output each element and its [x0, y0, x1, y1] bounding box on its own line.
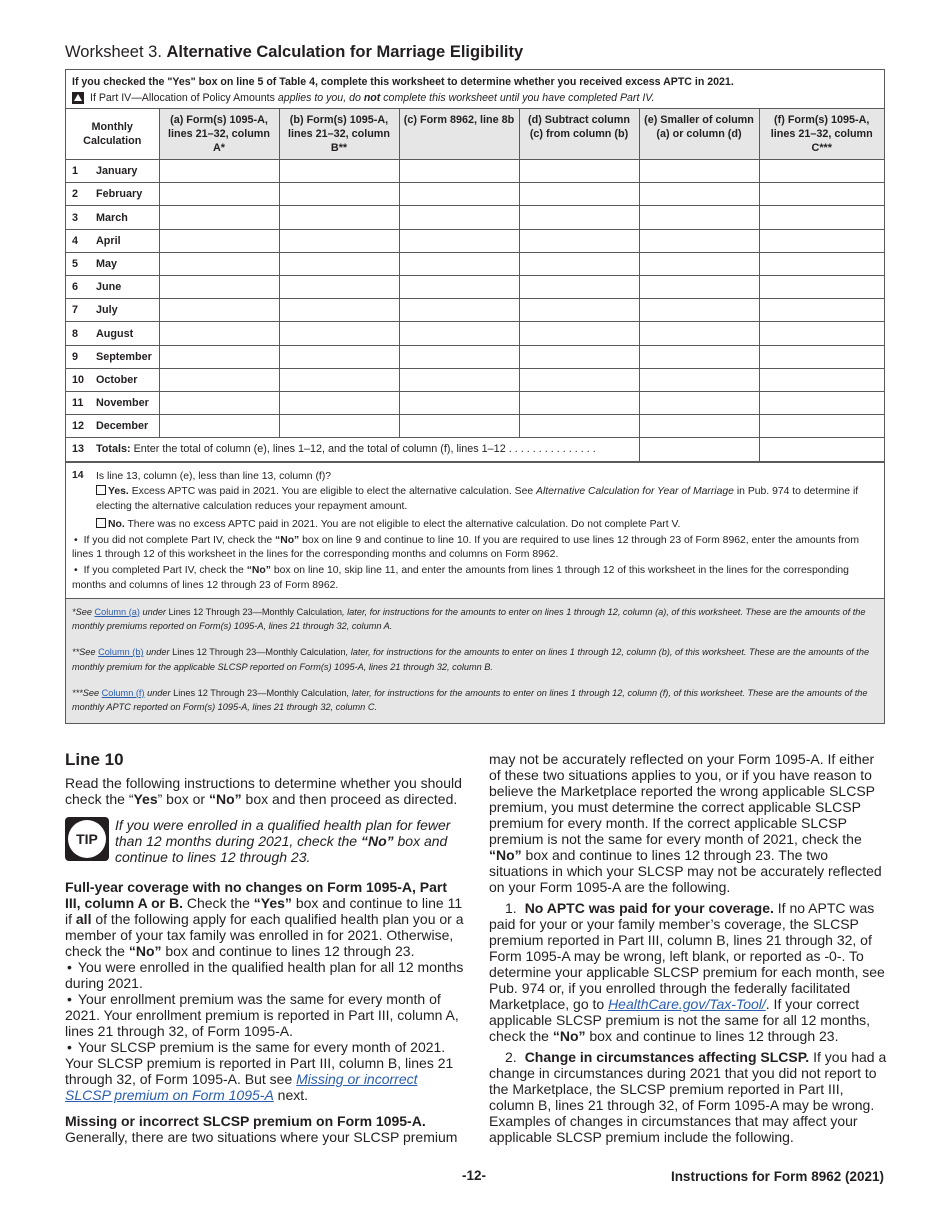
footnote-rest: , later, for instructions for the amounts to enter on lines 1 through 12, column (a), of this worksheet. These are the amounts of the monthly premiums reported on Form(s) 1095-A, lines 21 through 32, column A.: [72, 606, 866, 632]
intro-rest: complete this worksheet until you have completed Part IV.: [380, 92, 655, 104]
cell-a[interactable]: [159, 415, 279, 438]
row-number: 5: [72, 257, 79, 270]
table-row: [66, 206, 884, 229]
cell-d[interactable]: [519, 322, 639, 345]
table-row: [66, 299, 884, 322]
col-header-d: (d) Subtract column (c) from column (b): [519, 109, 639, 160]
situation-2: [489, 1049, 889, 1145]
cell-f[interactable]: [759, 276, 884, 299]
totals-row: [66, 438, 884, 461]
tip-no: “No”: [360, 833, 394, 849]
no-text: There was no excess APTC paid in 2021. You are not eligible to elect the alternative calculation. Do not complete Part V.: [124, 518, 681, 530]
table-row: [66, 229, 884, 252]
cell-f[interactable]: [759, 160, 884, 183]
cell-e[interactable]: [639, 206, 759, 229]
bullet-enrollment-premium: • Your enrollment premium was the same for every month of 2021. Your enrollment premium is reported in Part III, column A, lines 21 through 32, of Form 1095-A.: [65, 991, 465, 1039]
situation-1-number: 1.: [505, 900, 517, 916]
cell-e[interactable]: [639, 160, 759, 183]
table-row: [66, 345, 884, 368]
cell-e[interactable]: [639, 322, 759, 345]
footnote-prefix: **See: [72, 647, 99, 658]
cell-c[interactable]: [399, 229, 519, 252]
line-14-section: [66, 462, 884, 598]
row-label: [66, 322, 159, 345]
cell-f[interactable]: [759, 229, 884, 252]
cell-d[interactable]: [519, 206, 639, 229]
cell-c[interactable]: [399, 322, 519, 345]
total-f-cell[interactable]: [759, 438, 884, 461]
bullet3-end: next.: [273, 1087, 309, 1103]
row-month: November: [96, 397, 149, 410]
bullet1-rest: box on line 9 and continue to line 10. If you are required to use lines 12 through 23 of Form 8962, enter the amounts from lines 1 through 12 of this worksheet in the lines for the corresponding months and columns on Form 8962.: [72, 534, 859, 561]
cell-a[interactable]: [159, 391, 279, 414]
footnote-f: [72, 686, 870, 715]
page-number: -12-: [462, 1168, 487, 1183]
no-option: [96, 518, 864, 533]
bullet2-rest: box on line 10, skip line 11, and enter the amounts from lines 1 through 12 of this worksheet in the lines for the corresponding months and columns of lines 12 through 23 of Form 8962.: [72, 565, 849, 591]
footnote-section: Lines 12 Through 23—Monthly Calculation: [168, 606, 343, 617]
row-number: 11: [72, 397, 84, 410]
cell-d[interactable]: [519, 252, 639, 275]
cell-c[interactable]: [399, 299, 519, 322]
no-label: No.: [108, 518, 125, 530]
cell-f[interactable]: [759, 183, 884, 206]
cell-f[interactable]: [759, 299, 884, 322]
col-header-monthly: Monthly Calculation: [66, 109, 159, 160]
row-month: June: [96, 281, 122, 294]
continued-text-2: box and continue to lines 12 through 23. The two situations in which your SLCSP may not be accurately reflected on your Form 1095-A are the following.: [489, 847, 882, 895]
cell-b[interactable]: [279, 415, 399, 438]
cell-a[interactable]: [159, 252, 279, 275]
row-month: March: [96, 211, 128, 224]
cell-f[interactable]: [759, 206, 884, 229]
row-month: February: [96, 188, 143, 201]
cell-b[interactable]: [279, 391, 399, 414]
row-label: [66, 276, 159, 299]
full-year-yes: “Yes”: [253, 895, 292, 911]
cell-e[interactable]: [639, 252, 759, 275]
cell-b[interactable]: [279, 322, 399, 345]
no-bullet-2: [72, 564, 864, 594]
row-label: [66, 368, 159, 391]
line-10-intro: [65, 775, 465, 807]
line-14-question: Is line 13, column (e), less than line 13, column (f)?: [96, 470, 332, 482]
worksheet-title-prefix: Worksheet 3.: [65, 43, 167, 61]
row-label: [66, 252, 159, 275]
total-e-cell[interactable]: [639, 438, 759, 461]
worksheet-title-bold: Alternative Calculation for Marriage Eligibility: [166, 43, 524, 61]
cell-c[interactable]: [399, 252, 519, 275]
column-a-link[interactable]: Column (a): [94, 606, 140, 617]
cell-d[interactable]: [519, 415, 639, 438]
row-label: [66, 299, 159, 322]
right-column: [489, 751, 889, 1145]
tip-text-b: box and continue to lines 12 through 23.: [115, 833, 448, 865]
full-year-lead: Full-year coverage with no changes on Form 1095-A, Part III, column A or B.: [65, 879, 447, 911]
cell-b[interactable]: [279, 368, 399, 391]
row-month: January: [96, 165, 138, 178]
intro-yes: Yes: [133, 791, 158, 807]
tip-text-a: If you were enrolled in a qualified health plan for fewer than 12 months during 2021, check the: [115, 817, 451, 849]
intro-text: Read the following instructions to determine whether you should check the “: [65, 775, 462, 807]
line-14-number: 14: [72, 469, 84, 481]
tip-text: [115, 817, 465, 865]
bullet1-text: If you did not complete Part IV, check the: [83, 534, 276, 546]
cell-c[interactable]: [399, 160, 519, 183]
table-header-row: [66, 109, 884, 160]
missing-slcsp-paragraph: [65, 1113, 465, 1145]
intro-not: not: [363, 92, 381, 104]
row-number: 8: [72, 327, 79, 340]
full-year-text-2: box and continue to line 11 if: [65, 895, 463, 927]
col-header-a: (a) Form(s) 1095-A, lines 21–32, column A*: [159, 109, 279, 160]
col-header-c: (c) Form 8962, line 8b: [399, 109, 519, 160]
column-b-link[interactable]: Column (b): [98, 647, 144, 658]
cell-b[interactable]: [279, 160, 399, 183]
cell-b[interactable]: [279, 299, 399, 322]
table-row: [66, 276, 884, 299]
cell-c[interactable]: [399, 206, 519, 229]
footnote-section: Lines 12 Through 23—Monthly Calculation: [173, 687, 347, 698]
row-label: [66, 160, 159, 183]
yes-text-italic: Alternative Calculation for Year of Marriage: [536, 486, 734, 498]
cell-e[interactable]: [639, 345, 759, 368]
healthcare-tax-tool-link[interactable]: HealthCare.gov/Tax-Tool/: [608, 996, 766, 1012]
cell-b[interactable]: [279, 229, 399, 252]
worksheet-footnotes: [66, 598, 884, 723]
cell-d[interactable]: [519, 229, 639, 252]
yes-text: Excess APTC was paid in 2021. You are eligible to elect the alternative calculation. See: [128, 486, 537, 498]
cell-e[interactable]: [639, 276, 759, 299]
row-month: May: [96, 257, 118, 270]
bullet3-text: Your SLCSP premium is the same for every month of 2021. Your SLCSP premium is reported in Part III, column B, lines 21 through 32, of Form 1095-A. But see: [65, 1039, 454, 1087]
row-month: October: [96, 373, 138, 386]
cell-d[interactable]: [519, 368, 639, 391]
cell-f[interactable]: [759, 415, 884, 438]
row-month: December: [96, 420, 149, 433]
footnote-rest: , later, for instructions for the amounts to enter on lines 1 through 12, column (f), of this worksheet. These are the amounts of the monthly APTC reported on Form(s) 1095-A, lines 21 through 32, column C.: [72, 687, 868, 713]
cell-a[interactable]: [159, 345, 279, 368]
cell-e[interactable]: [639, 368, 759, 391]
row-label: [66, 415, 159, 438]
situation-1-text-2: . If your correct applicable SLCSP premium is not the same for all 12 months, check the: [489, 996, 871, 1044]
row-number: 9: [72, 350, 79, 363]
cell-d[interactable]: [519, 391, 639, 414]
table-row: [66, 368, 884, 391]
table-row: [66, 252, 884, 275]
no-checkbox[interactable]: [96, 518, 106, 528]
tip-label: TIP: [68, 820, 106, 858]
footer-doc-title: Instructions for Form 8962 (2021): [670, 1169, 884, 1184]
cell-b[interactable]: [279, 206, 399, 229]
col-header-f: (f) Form(s) 1095-A, lines 21–32, column C***: [759, 109, 884, 160]
row-number: 10: [72, 373, 85, 386]
intro-text-2: ” box or: [157, 791, 209, 807]
row-month: July: [96, 304, 118, 317]
situation-1: [489, 900, 889, 1044]
situation-1-text: If no APTC was paid for your or your family member’s coverage, the SLCSP premium reported in Part III, column B, lines 21 through 32, of Form 1095-A may be wrong, left blank, or reported as -0-. To determine your applicable SLCSP premium for each month, see Pub. 974 or, if you enrolled through the federally facilitated Marketplace, go to: [489, 900, 885, 1012]
cell-f[interactable]: [759, 368, 884, 391]
full-year-text: Check the: [182, 895, 254, 911]
bullet-slcsp-premium: [65, 1039, 465, 1103]
worksheet-intro-line2: [72, 92, 879, 104]
cell-c[interactable]: [399, 391, 519, 414]
cell-b[interactable]: [279, 183, 399, 206]
cell-e[interactable]: [639, 183, 759, 206]
bullet1-no: “No”: [275, 534, 300, 546]
row-label: [66, 206, 159, 229]
totals-label: [66, 438, 639, 461]
totals-text: Enter the total of column (e), lines 1–12, and the total of column (f), lines 1–12 . . . . . . . . . . . . . . .: [130, 443, 596, 456]
cell-e[interactable]: [639, 415, 759, 438]
missing-slcsp-text: Generally, there are two situations where your SLCSP premium: [65, 1129, 458, 1145]
cell-d[interactable]: [519, 345, 639, 368]
bullet2-text: If you completed Part IV, check the: [83, 565, 247, 577]
left-column: [65, 750, 465, 1145]
footnote-rest: , later, for instructions for the amounts to enter on lines 1 through 12, column (b), of this worksheet. These are the amounts of the monthly premium for the applicable SLCSP reported on Form(s) 1095-A, lines 21 through 32, column B.: [72, 647, 870, 672]
row-month: August: [96, 327, 134, 340]
cell-d[interactable]: [519, 183, 639, 206]
cell-c[interactable]: [399, 415, 519, 438]
cell-c[interactable]: [399, 183, 519, 206]
line-10-heading: Line 10: [65, 750, 124, 769]
worksheet-intro: [66, 70, 884, 109]
full-year-no: “No”: [128, 943, 162, 959]
row-number: 7: [72, 304, 79, 317]
footnote-a: [72, 605, 870, 634]
bullet2-no: “No”: [246, 565, 271, 577]
cell-b[interactable]: [279, 252, 399, 275]
cell-f[interactable]: [759, 391, 884, 414]
bullet-enrolled-12-months: • You were enrolled in the qualified health plan for all 12 months during 2021.: [65, 959, 465, 991]
table-row: [66, 183, 884, 206]
col-header-e: (e) Smaller of column (a) or column (d): [639, 109, 759, 160]
worksheet-intro-line1: If you checked the "Yes" box on line 5 of Table 4, complete this worksheet to determine whether you received excess APTC in 2021.: [72, 76, 734, 88]
row-label: [66, 229, 159, 252]
row-label: [66, 391, 159, 414]
row-number: 3: [72, 211, 79, 224]
yes-text-end: in Pub. 974 to determine if electing the alternative calculation reduces your repayment amount.: [96, 486, 859, 513]
cell-a[interactable]: [159, 276, 279, 299]
cell-d[interactable]: [519, 160, 639, 183]
cell-c[interactable]: [399, 368, 519, 391]
totals-number: 13: [72, 443, 85, 456]
cell-a[interactable]: [159, 160, 279, 183]
row-month: September: [96, 350, 152, 363]
full-year-paragraph: [65, 879, 465, 959]
worksheet-title: [65, 43, 523, 62]
situation-1-lead: No APTC was paid for your coverage.: [524, 900, 774, 916]
footnote-prefix: ***See: [72, 687, 102, 698]
cell-a[interactable]: [159, 368, 279, 391]
row-number: 2: [72, 188, 79, 201]
intro-applies: applies to you, do: [277, 92, 364, 104]
cell-a[interactable]: [159, 299, 279, 322]
cell-e[interactable]: [639, 299, 759, 322]
continued-paragraph: [489, 751, 889, 895]
situation-2-text: If you had a change in circumstances during 2021 that you did not report to the Marketplace, the SLCSP premium reported in Part III, column B, lines 21 through 32, of Form 1095-A may be wrong. Examples of changes in circumstances that may affect your applicable SLCSP premium include the following.: [489, 1049, 887, 1145]
missing-slcsp-lead: Missing or incorrect SLCSP premium on Form 1095-A.: [65, 1113, 426, 1129]
continued-no: “No”: [489, 847, 522, 863]
cell-e[interactable]: [639, 229, 759, 252]
intro-part-iv: If Part IV—Allocation of Policy Amounts: [90, 92, 278, 104]
tip-box: [65, 817, 465, 865]
cell-a[interactable]: [159, 206, 279, 229]
cell-b[interactable]: [279, 345, 399, 368]
cell-a[interactable]: [159, 322, 279, 345]
full-year-text-4: box and continue to lines 12 through 23.: [161, 943, 415, 959]
footnote-mid: under: [143, 647, 173, 658]
row-month: April: [96, 234, 121, 247]
caution-triangle-icon: [72, 92, 84, 104]
column-f-link[interactable]: Column (f): [101, 687, 145, 698]
full-year-text-3: of the following apply for each qualified health plan you or a member of your tax family was enrolled in for 2021. Otherwise, check the: [65, 911, 464, 959]
situation-2-lead: Change in circumstances affecting SLCSP.: [524, 1049, 810, 1065]
yes-label: Yes.: [108, 486, 129, 498]
yes-option: [96, 485, 864, 515]
row-label: [66, 183, 159, 206]
no-bullet-1: [72, 534, 864, 564]
full-year-all: all: [75, 911, 92, 927]
cell-b[interactable]: [279, 276, 399, 299]
footnote-mid: under: [139, 606, 169, 617]
continued-text: may not be accurately reflected on your Form 1095-A. If either of these two situations applies to you, or if you have reason to believe the Marketplace reported the wrong applicable SLCSP premium, you must determine the correct applicable SLCSP premium for every month. If the correct applicable SLCSP premium is not the same for every month of 2021, check the: [489, 751, 875, 847]
footnote-prefix: *See: [72, 606, 95, 617]
footnote-mid: under: [144, 687, 174, 698]
cell-f[interactable]: [759, 252, 884, 275]
footnote-b: [72, 645, 870, 674]
worksheet-box: [65, 69, 885, 724]
row-number: 6: [72, 281, 79, 294]
table-row: [66, 391, 884, 414]
monthly-calculation-table: [66, 109, 884, 462]
cell-a[interactable]: [159, 183, 279, 206]
table-row: [66, 415, 884, 438]
situation-1-text-3: box and continue to lines 12 through 23.: [585, 1028, 839, 1044]
cell-f[interactable]: [759, 345, 884, 368]
situation-2-number: 2.: [505, 1049, 517, 1065]
cell-f[interactable]: [759, 322, 884, 345]
cell-a[interactable]: [159, 229, 279, 252]
col-header-b: (b) Form(s) 1095-A, lines 21–32, column B**: [279, 109, 399, 160]
footnote-section: Lines 12 Through 23—Monthly Calculation: [172, 647, 346, 658]
yes-checkbox[interactable]: [96, 485, 106, 495]
cell-e[interactable]: [639, 391, 759, 414]
cell-c[interactable]: [399, 345, 519, 368]
totals-bold-label: Totals:: [96, 443, 131, 456]
situation-1-no: “No”: [552, 1028, 586, 1044]
table-row: [66, 160, 884, 183]
table-row: [66, 322, 884, 345]
tip-icon: [65, 817, 109, 861]
cell-c[interactable]: [399, 276, 519, 299]
cell-d[interactable]: [519, 299, 639, 322]
cell-d[interactable]: [519, 276, 639, 299]
intro-text-3: box and then proceed as directed.: [241, 791, 458, 807]
row-number: 12: [72, 420, 85, 433]
row-label: [66, 345, 159, 368]
row-number: 4: [72, 234, 79, 247]
intro-no: “No”: [208, 791, 242, 807]
missing-slcsp-link[interactable]: Missing or incorrect SLCSP premium on Form 1095-A: [65, 1071, 418, 1103]
row-number: 1: [72, 165, 79, 178]
